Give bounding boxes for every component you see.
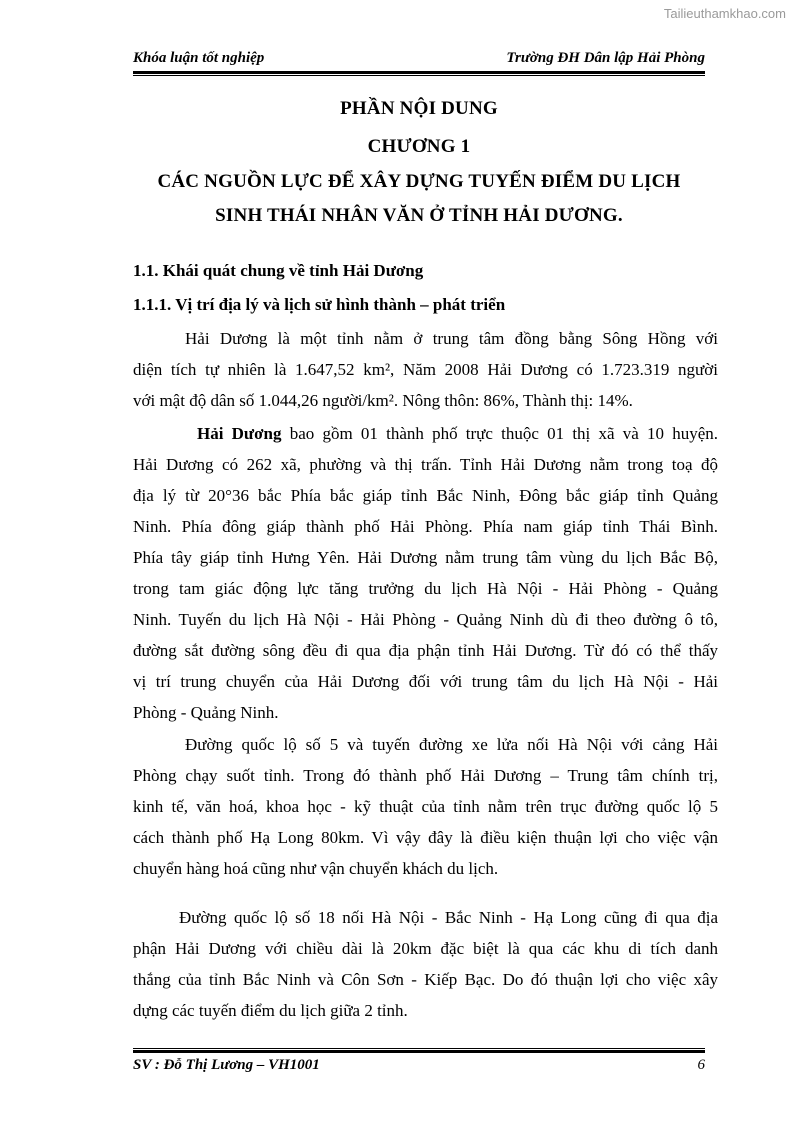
paragraph-line: phận Hải Dương với chiều dài là 20km đặc biệt là qua các khu di tích danh bbox=[133, 939, 718, 958]
paragraph-2 bbox=[133, 418, 718, 728]
paragraph-line: Phòng chạy suốt tỉnh. Trong đó thành phố Hải Dương – Trung tâm chính trị, bbox=[133, 766, 718, 785]
paragraph-line: đường sắt đường sông đều đi qua địa phận tỉnh Hải Dương. Từ đó có thể thấy bbox=[133, 641, 718, 660]
paragraph-line: trong tam giác động lực tăng trưởng du lịch Hà Nội - Hải Phòng - Quảng bbox=[133, 579, 718, 598]
paragraph-4 bbox=[133, 902, 718, 1026]
chapter-title: CHƯƠNG 1 bbox=[367, 136, 471, 157]
paragraph-1 bbox=[133, 323, 718, 416]
paragraph-line: diện tích tự nhiên là 1.647,52 km², Năm 2008 Hải Dương có 1.723.319 người bbox=[133, 360, 718, 379]
paragraph-line: Phía tây giáp tỉnh Hưng Yên. Hải Dương nằm trung tâm vùng du lịch Bắc Bộ, bbox=[133, 548, 718, 567]
paragraph-line: Đường quốc lộ số 18 nối Hà Nội - Bắc Ninh - Hạ Long cũng đi qua địa bbox=[179, 908, 718, 927]
header-divider bbox=[133, 71, 705, 76]
header-left-text: Khóa luận tốt nghiệp bbox=[133, 50, 265, 66]
paragraph-line: vị trí trung chuyển của Hải Dương đối với trung tâm du lịch Hà Nội - Hải bbox=[133, 672, 718, 691]
paragraph-line: dựng các tuyến điểm du lịch giữa 2 tỉnh. bbox=[133, 1001, 408, 1020]
chapter-heading-line-1: CÁC NGUỒN LỰC ĐỂ XÂY DỰNG TUYẾN ĐIỂM DU LỊCH bbox=[157, 171, 681, 192]
part-title: PHẦN NỘI DUNG bbox=[340, 98, 498, 119]
page-footer bbox=[133, 1057, 705, 1077]
page-header bbox=[133, 50, 705, 70]
footer-author: SV : Đỗ Thị Lương – VH1001 bbox=[133, 1057, 320, 1073]
paragraph-line: Đường quốc lộ số 5 và tuyến đường xe lửa nối Hà Nội với cảng Hải bbox=[185, 735, 718, 754]
paragraph-line: thắng của tỉnh Bắc Ninh và Côn Sơn - Kiếp Bạc. Do đó thuận lợi cho việc xây bbox=[133, 970, 718, 989]
page-number: 6 bbox=[697, 1057, 705, 1073]
paragraph-text: bao gồm 01 thành phố trực thuộc 01 thị xã và 10 huyện. bbox=[281, 424, 718, 443]
paragraph-line: chuyển hàng hoá cũng như vận chuyển khách du lịch. bbox=[133, 859, 499, 878]
paragraph-line: với mật độ dân số 1.044,26 người/km². Nông thôn: 86%, Thành thị: 14%. bbox=[133, 391, 633, 410]
section-heading: 1.1. Khái quát chung về tỉnh Hải Dương bbox=[133, 261, 424, 280]
paragraph-line: địa lý từ 20°36 bắc Phía bắc giáp tỉnh Bắc Ninh, Đông bắc giáp tỉnh Quảng bbox=[133, 486, 718, 505]
paragraph-line: Ninh. Phía đông giáp thành phố Hải Phòng. Phía nam giáp tỉnh Thái Bình. bbox=[133, 517, 718, 536]
paragraph-line bbox=[133, 418, 718, 449]
paragraph-line: Phòng - Quảng Ninh. bbox=[133, 703, 279, 722]
bold-term: Hải Dương bbox=[197, 424, 282, 443]
paragraph-line: kinh tế, văn hoá, khoa học - kỹ thuật của tỉnh nằm trên trục đường quốc lộ 5 bbox=[133, 797, 718, 816]
watermark-text: Tailieuthamkhao.com bbox=[663, 6, 786, 21]
subsection-heading: 1.1.1. Vị trí địa lý và lịch sử hình thành – phát triển bbox=[133, 295, 506, 314]
paragraph-line: Ninh. Tuyến du lịch Hà Nội - Hải Phòng - Quảng Ninh dù đi theo đường ô tô, bbox=[133, 610, 718, 629]
chapter-heading-line-2: SINH THÁI NHÂN VĂN Ở TỈNH HẢI DƯƠNG. bbox=[215, 205, 623, 226]
paragraph-line: Hải Dương là một tỉnh nằm ở trung tâm đồng bằng Sông Hồng với bbox=[185, 329, 718, 348]
paragraph-line: cách thành phố Hạ Long 80km. Vì vậy đây là điều kiện thuận lợi cho việc vận bbox=[133, 828, 718, 847]
paragraph-line: Hải Dương có 262 xã, phường và thị trấn. Tỉnh Hải Dương nằm trong toạ độ bbox=[133, 455, 718, 474]
footer-divider bbox=[133, 1048, 705, 1053]
paragraph-3 bbox=[133, 729, 718, 884]
header-right-text: Trường ĐH Dân lập Hải Phòng bbox=[506, 50, 705, 66]
